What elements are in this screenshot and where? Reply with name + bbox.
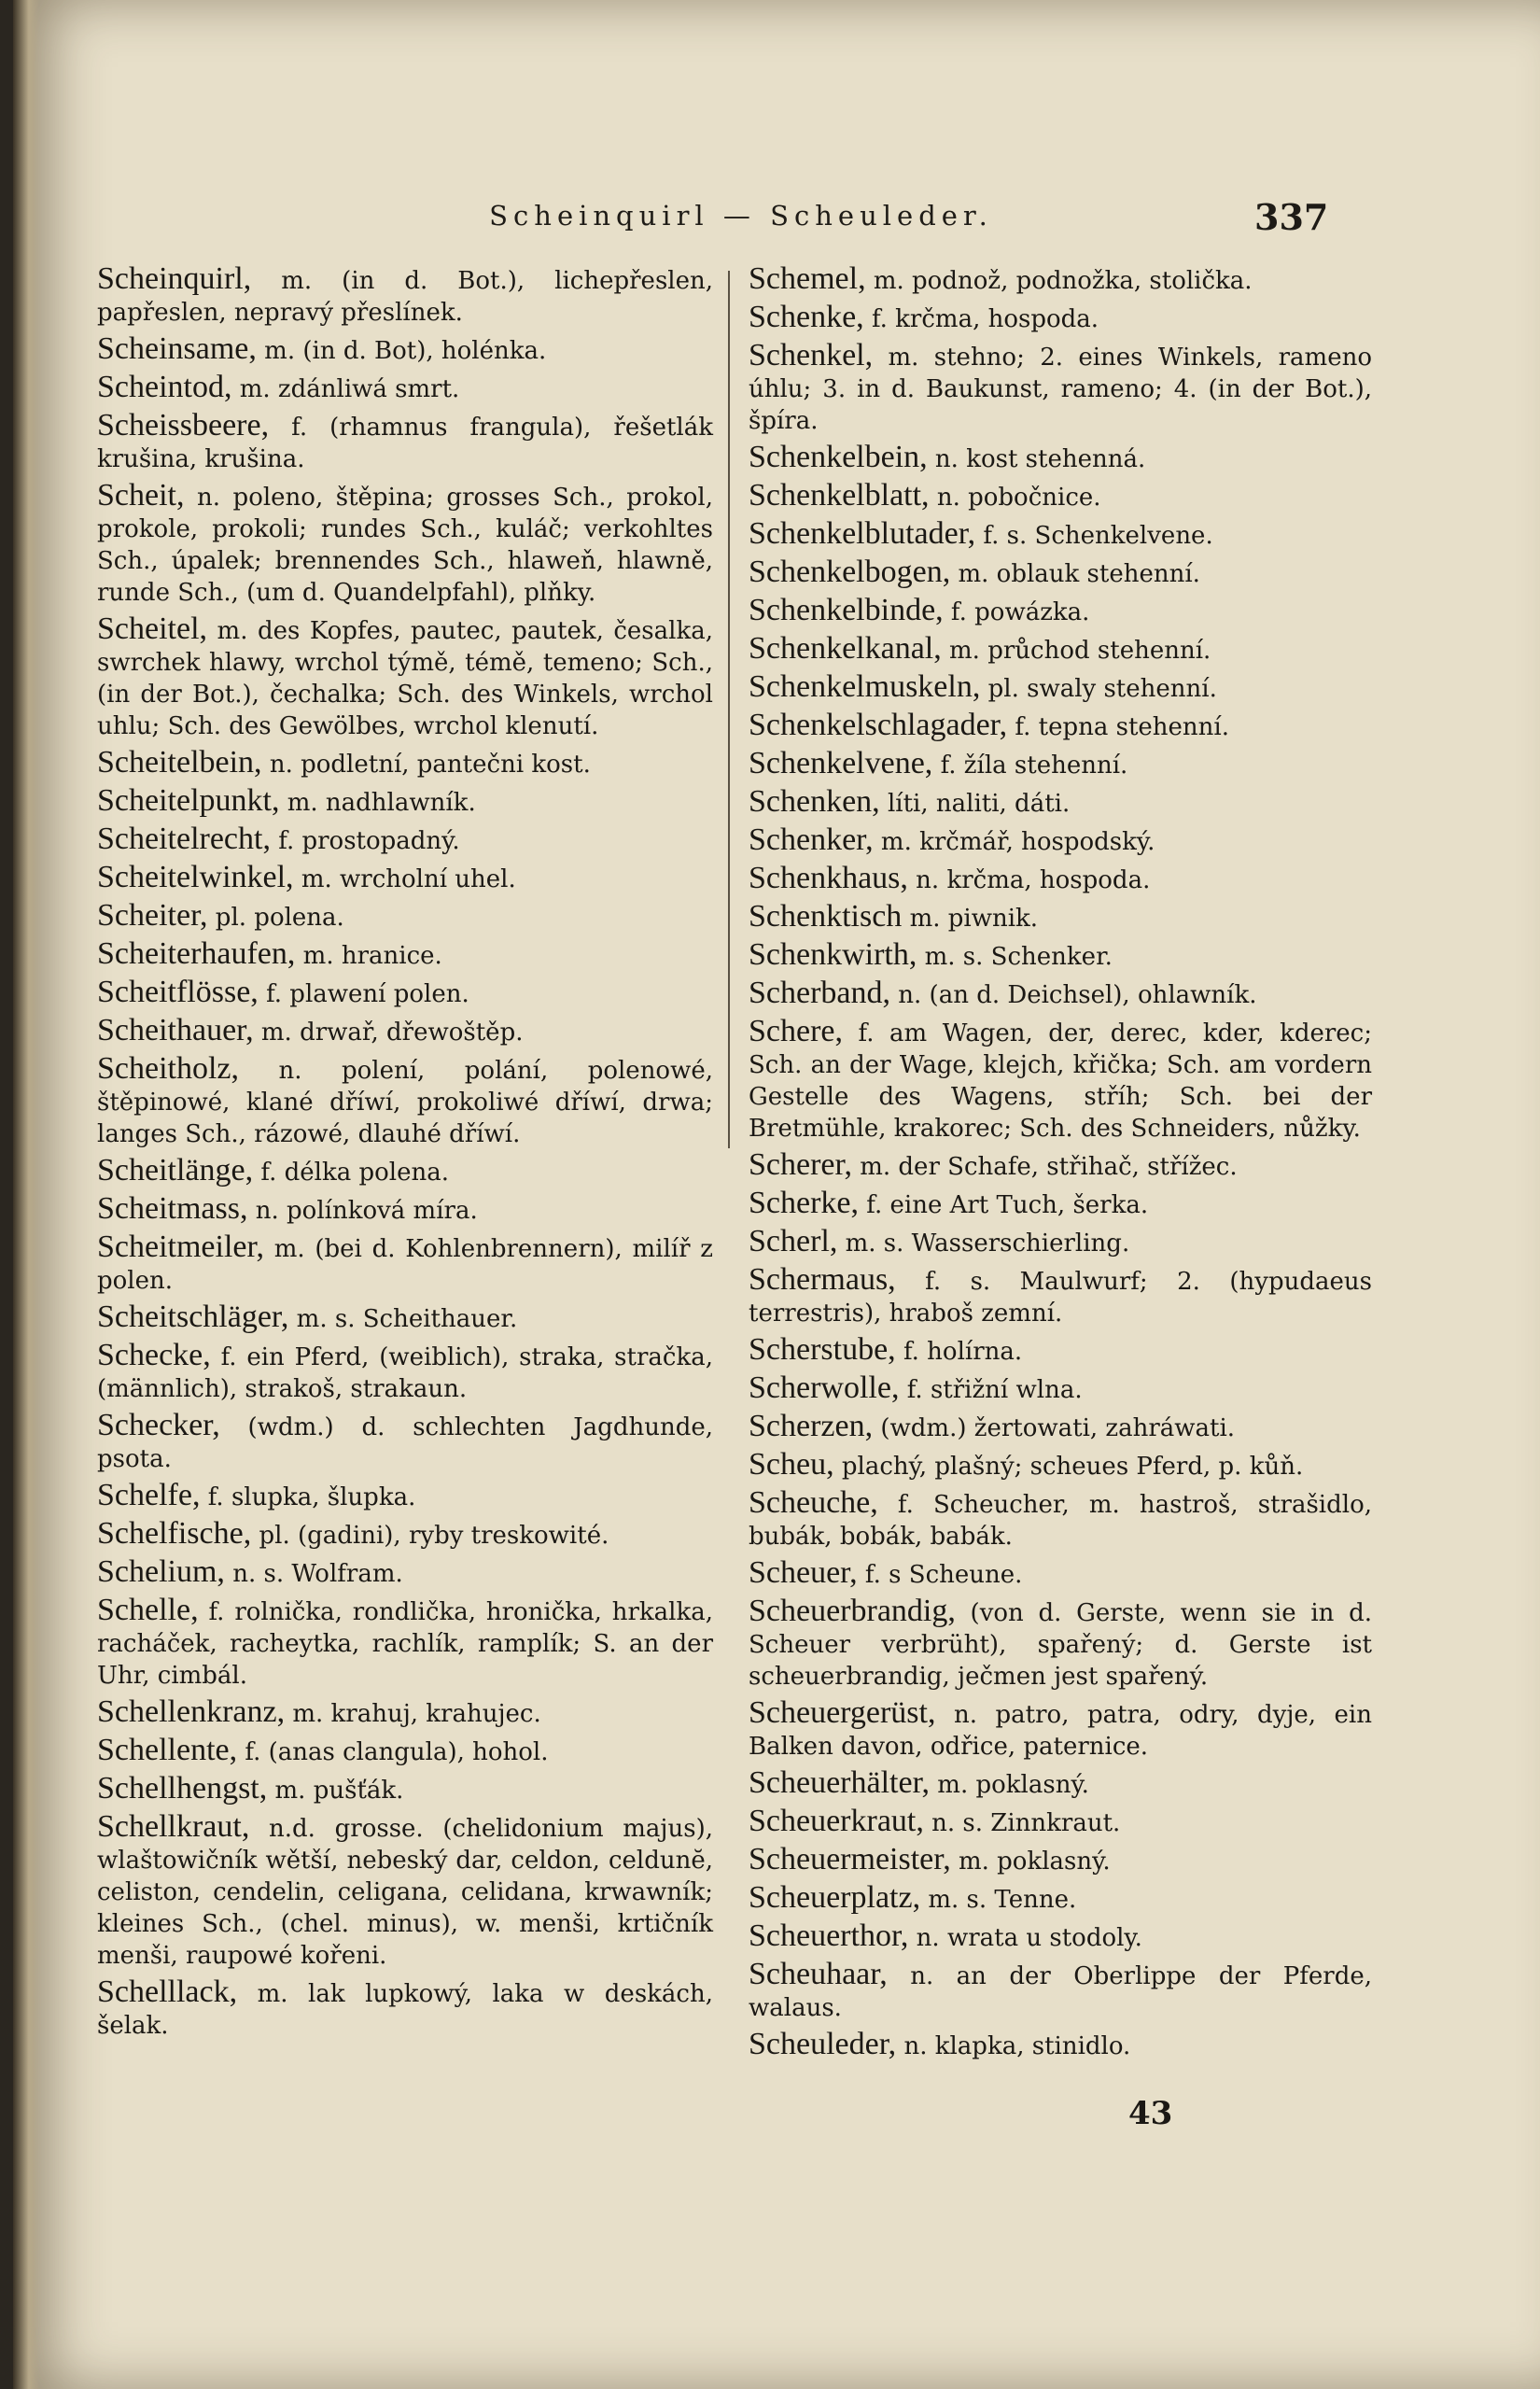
entry-definition: m. pušťák.: [267, 1777, 404, 1805]
dictionary-entry: [749, 1697, 1372, 1763]
entry-headword: Schenkelbogen,: [749, 555, 951, 589]
dictionary-entry: [97, 1231, 713, 1297]
entry-headword: Scheuerkraut,: [749, 1804, 924, 1838]
dictionary-entry: [749, 633, 1372, 667]
entry-headword: Scheitelpunkt,: [97, 783, 280, 818]
entry-headword: Scherband,: [749, 976, 891, 1010]
entry-definition: f. powázka.: [943, 598, 1090, 626]
entry-headword: Scheissbeere,: [97, 408, 270, 443]
dictionary-entry: [97, 1811, 713, 1972]
dictionary-entry: [749, 480, 1372, 513]
entry-definition: m. oblauk stehenní.: [950, 560, 1200, 588]
entry-definition: m. krčmář, hospodský.: [873, 828, 1155, 856]
entry-headword: Scherer,: [749, 1147, 852, 1182]
entry-definition: n. wrata u stodoly.: [908, 1924, 1142, 1952]
dictionary-entry: [749, 1334, 1372, 1368]
sheet-signature: 43: [1128, 2095, 1173, 2132]
entry-definition: plachý, plašný; scheues Pferd, p. kůň.: [833, 1453, 1304, 1481]
entry-definition: m. drwař, dřewoštěp.: [253, 1019, 524, 1047]
entry-headword: Schenker,: [749, 822, 874, 857]
dictionary-entry: [97, 1340, 713, 1405]
dictionary-entry: [749, 1959, 1372, 2024]
entry-definition: m. průchod stehenní.: [941, 637, 1211, 665]
entry-definition: pl. (gadini), ryby treskowité.: [251, 1522, 609, 1550]
dictionary-entry: [749, 671, 1372, 705]
entry-definition: f. tepna stehenní.: [1007, 713, 1229, 741]
dictionary-entry: [749, 1844, 1372, 1877]
dictionary-entry: [97, 1301, 713, 1335]
dictionary-entry: [749, 824, 1372, 858]
dictionary-entry: [97, 862, 713, 895]
entry-definition: f. (rhamnus frangula), řešetlák krušina, krušina.: [97, 414, 713, 473]
entry-definition: m. nadhlawník.: [279, 789, 476, 817]
dictionary-entry: [97, 333, 713, 367]
entry-definition: m. des Kopfes, pautec, pautek, česalka, swrchek hlawy, wrchol týmě, témě, temeno; Sch., (in der Bot.), čechalka; Sch. des Winkels, wrchol uhlu; Sch. des Gewölbes, wrchol klenutí.: [97, 617, 713, 740]
dictionary-entry: [97, 480, 713, 609]
entry-definition: f. (anas clangula), hohol.: [237, 1738, 549, 1766]
dictionary-entry: [749, 1187, 1372, 1221]
entry-definition: f. žíla stehenní.: [932, 752, 1128, 780]
dictionary-entry: [97, 747, 713, 780]
entry-headword: Schellenkranz,: [97, 1694, 286, 1729]
dictionary-entry: [749, 977, 1372, 1011]
entry-definition: m. s. Tenne.: [920, 1886, 1077, 1914]
entry-headword: Scheuerplatz,: [749, 1880, 921, 1915]
entry-definition: f. délka polena.: [253, 1159, 449, 1187]
entry-definition: m. podnož, podnožka, stolička.: [865, 267, 1253, 295]
entry-headword: Scheitlänge,: [97, 1153, 254, 1187]
dictionary-entry: [749, 1595, 1372, 1693]
dictionary-entry: [97, 410, 713, 475]
entry-definition: n. polení, polání, polenowé, štěpinowé, klané dříwí, prokoliwé dříwí, drwa; langes Sch., rázowé, dlauhé dříwí.: [97, 1057, 713, 1148]
entry-headword: Schenkelvene,: [749, 746, 933, 780]
entry-definition: f. prostopadný.: [270, 827, 460, 855]
dictionary-entry: [97, 823, 713, 857]
dictionary-entry: [97, 1735, 713, 1768]
entry-headword: Schelium,: [97, 1554, 225, 1589]
entry-headword: Schelllack,: [97, 1974, 238, 2009]
entry-headword: Scheithauer,: [97, 1013, 254, 1047]
entry-definition: f. s. Maulwurf; 2. (hypudaeus terrestris), hraboš zemní.: [749, 1268, 1372, 1328]
dictionary-entry: [749, 340, 1372, 437]
entry-definition: m. lak lupkowý, laka w deskách, šelak.: [97, 1980, 713, 2040]
entry-headword: Schere,: [749, 1014, 844, 1048]
entry-headword: Scheuermeister,: [749, 1842, 951, 1876]
entry-definition: f. s Scheune.: [857, 1561, 1023, 1589]
left-column: [97, 263, 713, 2046]
entry-headword: Schenkelmuskeln,: [749, 669, 981, 704]
dictionary-entry: [749, 556, 1372, 590]
dictionary-page: [13, 0, 1540, 2389]
dictionary-entry: [749, 901, 1372, 935]
entry-headword: Schenkelschlagader,: [749, 708, 1008, 742]
entry-headword: Scheitholz,: [97, 1051, 240, 1086]
entry-headword: Scheinsame,: [97, 331, 257, 366]
dictionary-entry: [749, 939, 1372, 973]
entry-definition: f. s. Schenkelvene.: [975, 522, 1213, 550]
entry-headword: Scheuer,: [749, 1555, 858, 1590]
dictionary-entry: [749, 442, 1372, 475]
entry-headword: Schelfische,: [97, 1516, 252, 1551]
entry-definition: n. kost stehenná.: [927, 445, 1146, 473]
dictionary-entry: [97, 1410, 713, 1475]
dictionary-entry: [97, 263, 713, 329]
dictionary-entry: [749, 710, 1372, 743]
entry-definition: m. s. Scheithauer.: [288, 1305, 518, 1333]
entry-definition: m. (in d. Bot), holénka.: [256, 337, 547, 365]
entry-definition: pl. swaly stehenní.: [980, 675, 1217, 703]
entry-definition: m. s. Wasserschierling.: [837, 1230, 1130, 1258]
dictionary-entry: [97, 1193, 713, 1227]
entry-definition: f. slupka, šlupka.: [200, 1483, 416, 1511]
dictionary-entry: [97, 1015, 713, 1048]
column-divider: [728, 271, 730, 1148]
entry-headword: Scherzen,: [749, 1409, 874, 1443]
entry-headword: Scheuergerüst,: [749, 1695, 936, 1730]
entry-definition: n. poleno, štěpina; grosses Sch., prokol, prokole, prokoli; rundes Sch., kuláč; verkohltes Sch., úpalek; brennendes Sch., hlaweň, hlawně, runde Sch., (um d. Quandelpfahl), plňky.: [97, 484, 713, 607]
dictionary-entry: [97, 613, 713, 742]
dictionary-entry: [97, 900, 713, 934]
entry-headword: Schenke,: [749, 300, 864, 334]
entry-headword: Schenktisch: [749, 899, 903, 934]
entry-headword: Schenkelblutader,: [749, 516, 976, 551]
entry-headword: Scheitelrecht,: [97, 822, 271, 856]
entry-definition: m. poklasný.: [950, 1848, 1111, 1876]
entry-definition: f. krčma, hospoda.: [863, 305, 1099, 333]
entry-headword: Scheit,: [97, 478, 185, 513]
page-number: 337: [1254, 196, 1329, 238]
entry-definition: pl. polena.: [207, 904, 344, 932]
entry-headword: Scherke,: [749, 1186, 860, 1220]
right-column: [749, 263, 1372, 2067]
entry-headword: Scheuerhälter,: [749, 1765, 931, 1800]
entry-headword: Scheitmass,: [97, 1191, 248, 1226]
entry-definition: f. rolnička, rondlička, hronička, hrkalka, racháček, racheytka, rachlík, ramplík; S. an der Uhr, cimbál.: [97, 1598, 713, 1690]
entry-definition: (von d. Gerste, wenn sie in d. Scheuer verbrüht), spařený; d. Gerste ist scheuerbrandig, ječmen jest spařený.: [749, 1599, 1372, 1691]
dictionary-entry: [97, 938, 713, 972]
entry-definition: f. Scheucher, m. hastroš, strašidlo, bubák, bobák, babák.: [749, 1491, 1372, 1551]
dictionary-entry: [749, 748, 1372, 781]
entry-headword: Schellkraut,: [97, 1809, 250, 1844]
entry-definition: m. wrcholní uhel.: [293, 865, 516, 893]
entry-headword: Schermaus,: [749, 1262, 896, 1297]
dictionary-entry: [97, 1976, 713, 2042]
entry-definition: f. am Wagen, der, derec, kder, kderec; Sch. an der Wage, klejch, křička; Sch. am vordern Gestelle des Wagens, stříh; Sch. bei der Bretmühle, krakorec; Sch. des Schneiders, nůžky.: [749, 1019, 1372, 1143]
entry-definition: n. klapka, stinidlo.: [896, 2032, 1131, 2060]
entry-definition: f. holírna.: [895, 1338, 1023, 1366]
entry-headword: Schenkel,: [749, 338, 874, 372]
entry-headword: Scheitflösse,: [97, 975, 259, 1009]
entry-definition: m. piwnik.: [902, 905, 1039, 933]
dictionary-entry: [97, 1556, 713, 1590]
dictionary-entry: [97, 1595, 713, 1692]
entry-definition: f. ein Pferd, (weiblich), straka, stračka, (männlich), strakoš, strakaun.: [97, 1343, 713, 1403]
dictionary-entry: [749, 302, 1372, 335]
dictionary-entry: [749, 2029, 1372, 2062]
dictionary-entry: [749, 786, 1372, 820]
entry-headword: Schenkelbinde,: [749, 593, 944, 627]
entry-headword: Scheitel,: [97, 611, 208, 646]
entry-definition: n. s. Zinnkraut.: [923, 1809, 1121, 1837]
entry-definition: n. pobočnice.: [929, 484, 1101, 512]
entry-headword: Scheintod,: [97, 370, 232, 404]
entry-definition: n. podletní, pantečni kost.: [261, 751, 591, 779]
entry-headword: Scheuche,: [749, 1485, 878, 1520]
entry-headword: Scheiter,: [97, 898, 208, 933]
entry-definition: líti, naliti, dáti.: [879, 790, 1071, 818]
entry-headword: Scheuleder,: [749, 2027, 897, 2061]
dictionary-entry: [749, 263, 1372, 297]
entry-headword: Scherwolle,: [749, 1370, 900, 1405]
entry-definition: m. zdánliwá smrt.: [231, 375, 460, 403]
entry-definition: m. (in d. Bot.), lichepřeslen, papřeslen, nepravý přeslínek.: [97, 267, 713, 327]
entry-headword: Schenkhaus,: [749, 861, 908, 895]
dictionary-entry: [749, 863, 1372, 896]
entry-headword: Scheitelbein,: [97, 745, 262, 780]
entry-definition: m. stehno; 2. eines Winkels, rameno úhlu; 3. in d. Baukunst, rameno; 4. (in der Bot.), špíra.: [749, 344, 1372, 435]
entry-definition: n. krčma, hospoda.: [907, 866, 1151, 894]
dictionary-entry: [97, 785, 713, 819]
entry-headword: Scherl,: [749, 1224, 838, 1258]
entry-headword: Schenkelbein,: [749, 440, 928, 474]
entry-headword: Scheiterhaufen,: [97, 936, 296, 971]
dictionary-entry: [97, 1696, 713, 1730]
dictionary-entry: [749, 1264, 1372, 1329]
entry-headword: Schelfe,: [97, 1478, 201, 1512]
dictionary-entry: [749, 1487, 1372, 1553]
dictionary-entry: [749, 1016, 1372, 1145]
entry-headword: Schemel,: [749, 261, 866, 296]
entry-headword: Scherstube,: [749, 1332, 896, 1367]
entry-headword: Scheuerthor,: [749, 1918, 909, 1953]
entry-headword: Schenkelkanal,: [749, 631, 942, 666]
running-title: Scheinquirl — Scheuleder.: [489, 200, 993, 232]
entry-definition: (wdm.) žertowati, zahráwati.: [873, 1414, 1236, 1442]
dictionary-entry: [749, 1806, 1372, 1839]
entry-headword: Scheuhaar,: [749, 1957, 888, 1991]
entry-definition: n. an der Oberlippe der Pferde, walaus.: [749, 1962, 1372, 2022]
dictionary-entry: [749, 595, 1372, 628]
dictionary-entry: [97, 372, 713, 405]
entry-headword: Scheitelwinkel,: [97, 860, 294, 894]
dictionary-entry: [749, 1449, 1372, 1483]
dictionary-entry: [97, 1773, 713, 1806]
entry-definition: m. hranice.: [295, 942, 442, 970]
entry-definition: n. s. Wolfram.: [224, 1560, 403, 1588]
dictionary-entry: [749, 1882, 1372, 1916]
dictionary-entry: [749, 518, 1372, 552]
entry-headword: Scheitschläger,: [97, 1300, 289, 1334]
entry-definition: f. plawení polen.: [258, 980, 469, 1008]
dictionary-entry: [97, 1480, 713, 1513]
entry-headword: Scheitmeiler,: [97, 1230, 264, 1264]
entry-headword: Scheu,: [749, 1447, 834, 1482]
dictionary-entry: [749, 1411, 1372, 1444]
entry-headword: Schenkelblatt,: [749, 478, 930, 513]
entry-headword: Schecker,: [97, 1408, 220, 1442]
entry-headword: Scheinquirl,: [97, 261, 252, 296]
entry-definition: (wdm.) d. schlechten Jagdhunde, psota.: [97, 1413, 713, 1473]
dictionary-entry: [749, 1557, 1372, 1591]
dictionary-entry: [749, 1372, 1372, 1406]
dictionary-entry: [97, 1155, 713, 1188]
entry-headword: Schellhengst,: [97, 1771, 268, 1806]
entry-headword: Schecke,: [97, 1338, 211, 1372]
entry-definition: m. s. Schenker.: [917, 943, 1113, 971]
dictionary-entry: [97, 1053, 713, 1150]
entry-headword: Schenkwirth,: [749, 937, 917, 972]
entry-definition: n. patro, patra, odry, dyje, ein Balken davon, odřice, paternice.: [749, 1701, 1372, 1761]
dictionary-entry: [97, 1518, 713, 1552]
dictionary-entry: [97, 977, 713, 1010]
entry-definition: f. střižní wlna.: [899, 1376, 1083, 1404]
dictionary-entry: [749, 1149, 1372, 1183]
entry-headword: Schelle,: [97, 1593, 199, 1627]
entry-definition: m. der Schafe, střihač, střížec.: [851, 1153, 1238, 1181]
dictionary-entry: [749, 1226, 1372, 1259]
entry-definition: n. (an d. Deichsel), ohlawník.: [890, 981, 1257, 1009]
entry-definition: n. polínková míra.: [247, 1197, 478, 1225]
entry-headword: Scheuerbrandig,: [749, 1594, 956, 1628]
entry-definition: f. eine Art Tuch, šerka.: [859, 1191, 1149, 1219]
entry-headword: Schenken,: [749, 784, 880, 819]
entry-headword: Schellente,: [97, 1733, 238, 1767]
entry-definition: m. poklasný.: [930, 1771, 1089, 1799]
entry-definition: m. (bei d. Kohlenbrennern), milíř z polen.: [97, 1235, 713, 1295]
entry-definition: n.d. grosse. (chelidonium majus), wlaštowičník wětší, nebeský dar, celdon, celdunĕ, celiston, cendelin, celigana, celidana, krwawník; kleines Sch., (chel. minus), w. menši, krtičník menši, raupowé kořeni.: [97, 1815, 713, 1970]
dictionary-entry: [749, 1920, 1372, 1954]
dictionary-entry: [749, 1767, 1372, 1801]
entry-definition: m. krahuj, krahujec.: [285, 1700, 541, 1728]
